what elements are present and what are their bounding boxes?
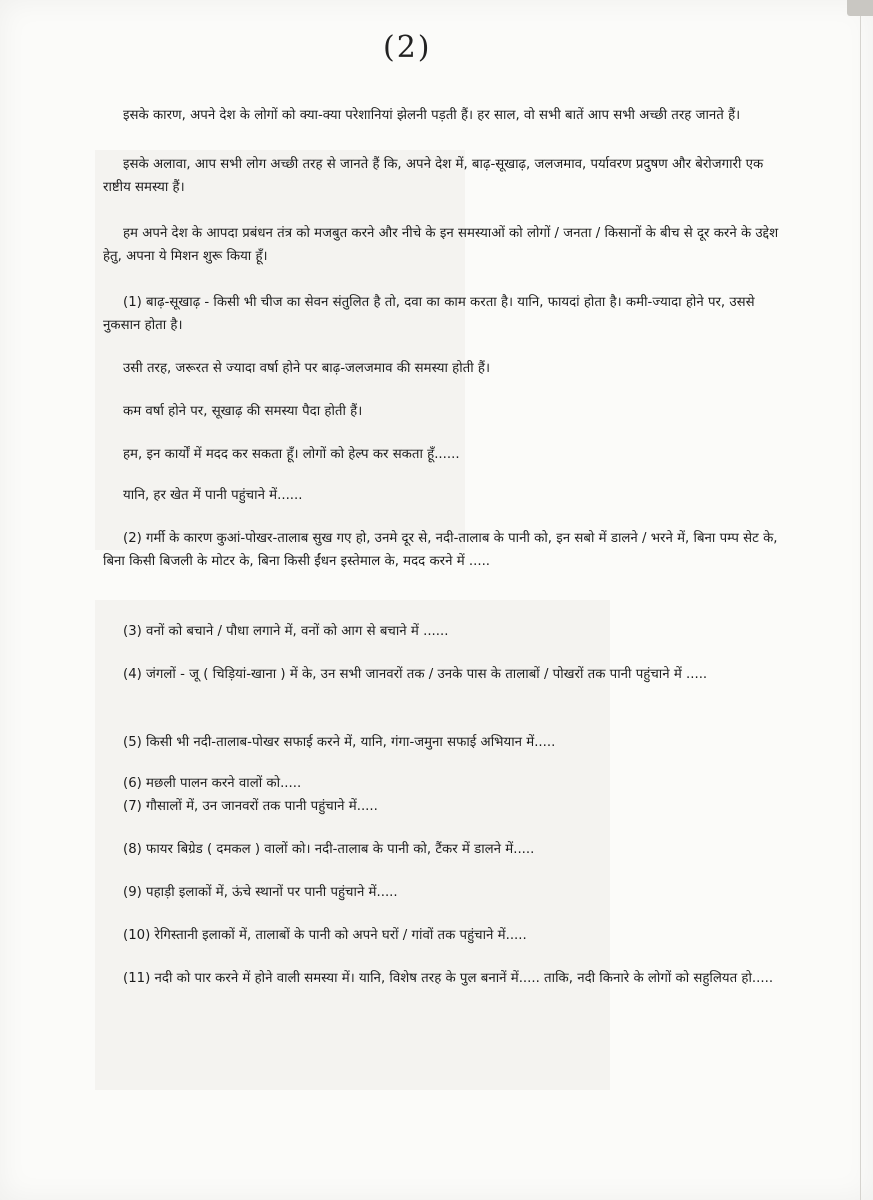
paragraph-item-11: (11) नदी को पार करने में होने वाली समस्या में। यानि, विशेष तरह के पुल बनानें में..... ताकि, नदी किनारे के लोगों को सहुलियत हो..... bbox=[123, 971, 774, 986]
paragraph-item-3: (3) वनों को बचाने / पौधा लगाने में, वनों को आग से बचाने में ...... bbox=[123, 624, 449, 639]
paragraph-item-8: (8) फायर बिग्रेड ( दमकल ) वालों को। नदी-तालाब के पानी को, टैंकर में डालने में..... bbox=[123, 842, 535, 857]
paragraph-mission-statement: हम अपने देश के आपदा प्रबंधन तंत्र को मजबुत करने और नीचे के इन समस्याओं को लोगों / जनता / किसानों के बीच से दूर करने के उद्देश हेतु, अपना ये मिशन शुरू किया हूँ। bbox=[103, 226, 779, 264]
paragraph-less-rain: कम वर्षा होने पर, सूखाढ़ की समस्या पैदा होती हैं। bbox=[123, 404, 363, 419]
paragraph-item-10: (10) रेगिस्तानी इलाकों में, तालाबों के पानी को अपने घरों / गांवों तक पहुंचाने में..... bbox=[123, 928, 527, 943]
paragraph-problems-intro: इसके कारण, अपने देश के लोगों को क्या-क्या परेशानियां झेलनी पड़ती हैं। हर साल, वो सभी बातें आप सभी अच्छी तरह जानते हैं। bbox=[123, 108, 741, 123]
paragraph-item-4: (4) जंगलों - जू ( चिड़ियां-खाना ) में के, उन सभी जानवरों तक / उनके पास के तालाबों / पोखरों तक पानी पहुंचाने में ..... bbox=[123, 667, 708, 682]
paragraph-item-7: (7) गौसालों में, उन जानवरों तक पानी पहुंचाने में..... bbox=[123, 799, 378, 814]
paragraph-item-9: (9) पहाड़ी इलाकों में, ऊंचे स्थानों पर पानी पहुंचाने में..... bbox=[123, 885, 398, 900]
page-corner-tab bbox=[847, 0, 873, 16]
paragraph-item-6: (6) मछली पालन करने वालों को..... bbox=[123, 776, 302, 791]
page-number: (2) bbox=[383, 30, 432, 65]
paragraph-item-1: (1) बाढ़-सूखाढ़ - किसी भी चीज का सेवन संतुलित है तो, दवा का काम करता है। यानि, फायदां होता है। कमी-ज्यादा होने पर, उससे नुकसान होता है। bbox=[103, 295, 755, 333]
paragraph-every-field: यानि, हर खेत में पानी पहुंचाने में...... bbox=[123, 488, 303, 503]
paragraph-national-problems: इसके अलावा, आप सभी लोग अच्छी तरह से जानते हैं कि, अपने देश में, बाढ़-सूखाढ़, जलजमाव, पर्यावरण प्रदुषण और बेरोजगारी एक राष्टीय समस्या हैं। bbox=[103, 157, 764, 195]
paragraph-can-help: हम, इन कार्यों में मदद कर सकता हूँ। लोगों को हेल्प कर सकता हूँ...... bbox=[123, 447, 460, 462]
page-edge-line bbox=[860, 0, 861, 1200]
paragraph-item-2: (2) गर्मी के कारण कुआं-पोखर-तालाब सुख गए हो, उनमे दूर से, नदी-तालाब के पानी को, इन सबो में डालने / भरने में, बिना पम्प सेट के, बिना किसी बिजली के मोटर के, बिना किसी ईंधन इस्तेमाल के, मदद करने में ..... bbox=[103, 531, 778, 569]
paragraph-item-5: (5) किसी भी नदी-तालाब-पोखर सफाई करने में, यानि, गंगा-जमुना सफाई अभियान में..... bbox=[123, 735, 556, 750]
paragraph-excess-rain: उसी तरह, जरूरत से ज्यादा वर्षा होने पर बाढ़-जलजमाव की समस्या होती हैं। bbox=[123, 361, 491, 376]
